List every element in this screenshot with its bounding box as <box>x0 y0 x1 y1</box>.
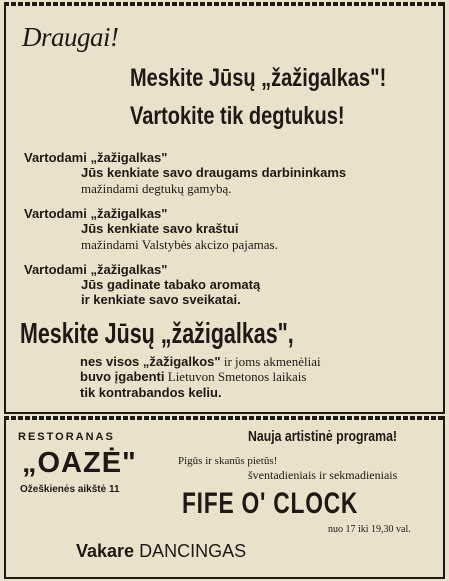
block-3-main-2: ir kenkiate savo sveikatai. <box>81 292 241 307</box>
program-line <box>248 428 430 445</box>
headline-2-text: Vartokite tik degtukus! <box>130 102 345 130</box>
separator-line <box>4 412 445 414</box>
bottom-border <box>4 577 445 579</box>
closing-line-1-c: ir joms akmenėliai <box>220 354 321 369</box>
top-border <box>4 2 445 6</box>
closing-line-3: tik kontrabandos keliu. <box>80 385 222 400</box>
block-3-main-1: Jūs gadinate tabako aromatą <box>81 277 261 292</box>
evening-word: Vakare <box>76 541 140 561</box>
closing-headline-text: Meskite Jūsų „žažigalkas", <box>20 318 294 350</box>
closing-line-2 <box>80 369 306 385</box>
block-1-main: Jūs kenkiate savo draugams darbininkams <box>81 165 347 180</box>
bottom-frame-left-line <box>4 416 6 579</box>
closing-line-1 <box>80 354 321 370</box>
headline-2 <box>130 102 398 131</box>
event-title <box>182 487 414 521</box>
restaurant-label: RESTORANAS <box>18 431 115 443</box>
block-2-sub: mažindami Valstybės akcizo pajamas. <box>81 237 278 252</box>
block-3-lead: Vartodami „žažigalkas" <box>24 262 168 277</box>
frame-left-line <box>4 2 6 414</box>
headline-1-text: Meskite Jūsų „žažigalkas"! <box>130 64 387 92</box>
closing-line-1-a: nes visos <box>80 354 143 369</box>
closing-line-1-b: „žažigalkos" <box>142 354 221 369</box>
program-line-text: Nauja artistinė programa! <box>248 428 398 445</box>
separator-dashes <box>4 416 445 420</box>
days-line: šventadieniais ir sekmadieniais <box>248 468 398 482</box>
headline-1 <box>130 64 449 93</box>
lunch-line: Pigūs ir skanūs pietūs! <box>178 455 278 467</box>
block-2-lead: Vartodami „žažigalkas" <box>24 206 168 221</box>
restaurant-name: „OAZĖ" <box>22 447 137 479</box>
block-2-main: Jūs kenkiate savo kraštui <box>81 221 239 236</box>
hours-line: nuo 17 iki 19,30 val. <box>328 524 411 535</box>
event-title-text: FIFE O' CLOCK <box>182 487 359 520</box>
ad-heading: Draugai! <box>22 22 119 52</box>
closing-line-2-a: buvo įgabenti <box>80 369 165 384</box>
dancing-word: DANCINGAS <box>139 541 247 561</box>
block-1-sub: mažindami degtukų gamybą. <box>81 181 232 196</box>
block-1-lead: Vartodami „žažigalkas" <box>24 150 168 165</box>
closing-headline <box>20 318 390 351</box>
evening-line <box>76 541 246 562</box>
restaurant-address: Ožeškienės aikštė 11 <box>20 484 120 495</box>
closing-line-2-b: Lietuvon Smetonos laikais <box>164 369 307 384</box>
bottom-frame-right-line <box>443 416 445 579</box>
